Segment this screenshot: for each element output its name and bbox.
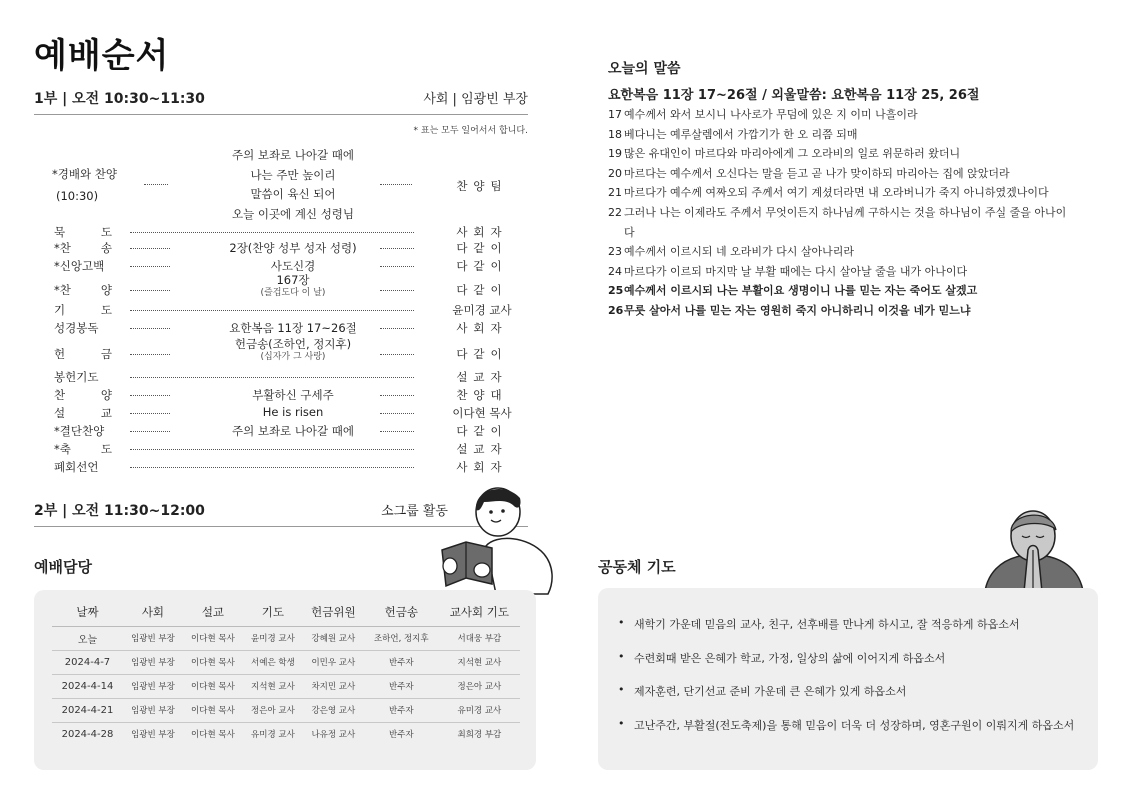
order-person: 다같이: [456, 259, 508, 273]
table-cell: 지석현 교사: [243, 674, 303, 698]
order-content-main: 주의 보좌로 나아갈 때에: [231, 424, 355, 438]
order-item-part: 금: [100, 347, 112, 361]
order-item: [54, 240, 112, 256]
order-content-sub: (십자가 그 사랑): [260, 352, 326, 362]
verse-number: 24: [608, 264, 622, 278]
verse-number: 17: [608, 108, 622, 121]
part2-label: 2부 | 오전 11:30~12:00: [34, 503, 205, 519]
table-cell: 임광빈 부장: [123, 650, 183, 674]
leader-dots: [380, 413, 414, 414]
prayer-text: 수련회때 받은 은혜가 학교, 가정, 일상의 삶에 이어지게 하옵소서: [634, 651, 946, 665]
table-cell: 반주자: [364, 650, 439, 674]
verse-number: 26: [608, 303, 624, 317]
order-item-part: 교: [100, 406, 112, 420]
order-content-main: 헌금송(조하언, 정지후): [234, 337, 352, 351]
table-row: [52, 698, 520, 722]
order-item: [54, 346, 112, 362]
order-item-part: 설: [54, 406, 66, 420]
leader-dots: [380, 328, 414, 329]
order-person: 다같이: [456, 283, 508, 297]
order-item: [54, 282, 112, 298]
order-row: [44, 302, 514, 320]
part1-label: 1부 | 오전 10:30~11:30: [34, 91, 205, 107]
verse: [608, 262, 1068, 282]
bullet-icon: •: [618, 649, 625, 663]
table-cell: 서예은 학생: [243, 650, 303, 674]
verse-text: 예수께서 이르시되 네 오라비가 다시 살아나리라: [624, 245, 855, 259]
order-item: [54, 387, 112, 403]
order-person: 다같이: [456, 424, 508, 438]
order-item-part: 기: [54, 303, 66, 317]
table-row: [52, 650, 520, 674]
bullet-icon: •: [618, 716, 625, 730]
verse-number: 21: [608, 186, 622, 200]
leader-dots: [144, 184, 168, 185]
order-row: [44, 273, 514, 298]
table-cell: 강혜원 교사: [303, 626, 364, 650]
table-cell: 정은아 교사: [439, 674, 520, 698]
leader-dots: [130, 354, 170, 355]
staff-table-panel: [34, 590, 536, 770]
order-item: 봉헌기도: [54, 370, 99, 384]
praying-person-illustration: [980, 506, 1086, 598]
table-header-cell: 교사회 기도: [439, 598, 520, 626]
table-header-cell: 사회: [123, 598, 183, 626]
part1-header: [34, 88, 528, 115]
worship-song-leader: 찬양팀: [456, 179, 508, 193]
part2-activity: 소그룹 활동: [381, 504, 448, 519]
table-cell: 이다현 목사: [183, 698, 243, 722]
page-title: 예배순서: [34, 36, 170, 76]
leader-dots: [130, 328, 170, 329]
order-row: [44, 240, 514, 258]
prayer-item: [618, 717, 1098, 751]
order-row: [44, 405, 514, 423]
verse-text: 예수께서 와서 보시니 나사로가 무덤에 있은 지 이미 나흘이라: [624, 108, 918, 121]
prayer-item: [618, 616, 1098, 650]
prayer-item: [618, 650, 1098, 684]
reading-person-illustration: [436, 484, 556, 594]
table-cell: 지석현 교사: [439, 650, 520, 674]
leader-dots: [130, 248, 170, 249]
prayer-text: 고난주간, 부활절(전도축제)을 통해 믿음이 더욱 더 성장하며, 영혼구원이 이뤄지게 하옵소서: [634, 718, 1075, 732]
bullet-icon: •: [618, 683, 625, 696]
order-person: 설교자: [456, 370, 508, 384]
order-item-part: 양: [100, 283, 112, 297]
staff-table: [52, 598, 520, 746]
order-item-part: 찬: [54, 388, 66, 402]
table-cell: 이다현 목사: [183, 650, 243, 674]
table-cell: 반주자: [364, 674, 439, 698]
order-item-part: *축: [54, 442, 71, 456]
order-person: 설교자: [456, 442, 508, 456]
order-person: 사회자: [456, 225, 508, 239]
order-row: [44, 337, 514, 362]
table-cell: 최희경 부감: [457, 730, 502, 741]
table-cell: 윤미경 교사: [243, 626, 303, 650]
verse-text: 무릇 살아서 나를 믿는 자는 영원히 죽지 아니하리니 이것을 네가 믿느냐: [624, 303, 971, 317]
leader-dots: [130, 377, 414, 378]
order-content-main: 부활하신 구세주: [252, 388, 334, 402]
order-item-part: *찬: [54, 283, 71, 297]
table-cell: 차지민 교사: [303, 674, 364, 698]
worship-song-block: [44, 146, 514, 224]
order-person: 다같이: [456, 347, 508, 361]
order-item-part: 송: [100, 241, 112, 255]
leader-dots: [130, 467, 414, 468]
table-header-cell: 설교: [183, 598, 243, 626]
leader-dots: [380, 266, 414, 267]
table-cell: 강은영 교사: [303, 698, 364, 722]
table-cell: 이민우 교사: [303, 650, 364, 674]
prayer-list: [618, 616, 1098, 750]
order-content-main: 요한복음 11장 17~26절: [229, 321, 357, 335]
order-content: [168, 336, 418, 362]
table-cell: 조하언, 정지후: [364, 626, 439, 650]
table-cell: 유미경 교사: [439, 698, 520, 722]
leader-dots: [130, 395, 170, 396]
leader-dots: [130, 232, 414, 233]
order-item: [54, 405, 112, 421]
verse: [608, 203, 1068, 242]
verse: [608, 183, 1068, 203]
table-header-cell: 기도: [243, 598, 303, 626]
leader-dots: [130, 413, 170, 414]
order-person: 다같이: [456, 241, 508, 255]
leader-dots: [380, 395, 414, 396]
worship-song-time: (10:30): [56, 189, 99, 203]
table-cell: 임광빈 부장: [123, 674, 183, 698]
order-content: [168, 272, 418, 298]
order-item: *결단찬양: [54, 424, 105, 438]
leader-dots: [130, 290, 170, 291]
table-cell: 오늘: [52, 626, 123, 650]
table-cell: 이다현 목사: [183, 674, 243, 698]
part1-host: 사회 | 임광빈 부장: [423, 92, 528, 107]
table-cell: 이다현 목사: [191, 730, 235, 741]
leader-dots: [130, 310, 414, 311]
order-row: [44, 369, 514, 387]
leader-dots: [130, 431, 170, 432]
table-row: [52, 674, 520, 698]
order-item: [54, 224, 112, 240]
order-content-main: He is risen: [262, 405, 324, 419]
order-item: 성경봉독: [54, 321, 99, 335]
leader-dots: [380, 354, 414, 355]
worship-song-line: 주의 보좌로 나아갈 때에: [231, 148, 355, 162]
verse: [608, 281, 1068, 301]
order-item-part: 양: [100, 388, 112, 402]
verse-text: 그러나 나는 이제라도 주께서 무엇이든지 하나님께 구하시는 것을 하나님이 주실 줄을 아나이다: [624, 205, 1067, 239]
order-item-part: 도: [100, 303, 112, 317]
order-item-part: 도: [100, 442, 112, 456]
order-row: [44, 387, 514, 405]
staff-title: 예배담당: [34, 558, 92, 576]
order-item-part: 도: [100, 225, 112, 239]
scripture-reference: 요한복음 11장 17~26절 / 외울말씀: 요한복음 11장 25, 26절: [608, 88, 980, 103]
table-cell: 나유정 교사: [311, 730, 356, 741]
prayer-text: 새학기 가운데 믿음의 교사, 친구, 선후배를 만나게 하시고, 잘 적응하게 하옵소서: [634, 618, 1020, 631]
table-row: [52, 722, 520, 746]
leader-dots: [130, 449, 414, 450]
verse-number: 22: [608, 205, 622, 219]
order-content-sub: (즐겁도다 이 날): [260, 288, 326, 298]
table-cell: 2024-4-7: [52, 650, 123, 674]
table-header-cell: 헌금위원: [303, 598, 364, 626]
order-item-part: 묵: [54, 225, 66, 239]
order-content: [168, 405, 418, 419]
word-title: 오늘의 말씀: [608, 61, 681, 77]
table-header-cell: 헌금송: [364, 598, 439, 626]
order-person: 사회자: [456, 460, 508, 474]
prayer-text: 제자훈련, 단기선교 준비 가운데 큰 은혜가 있게 하옵소서: [634, 685, 907, 698]
table-cell: 반주자: [388, 730, 414, 741]
verse-text: 많은 유대인이 마르다와 마리아에게 그 오라비의 일로 위문하러 왔더니: [624, 147, 961, 161]
order-row: [44, 441, 514, 459]
table-cell: 유미경 교사: [251, 730, 295, 741]
table-cell: 2024-4-21: [52, 698, 123, 722]
order-row: [44, 459, 514, 477]
table-header-row: [52, 598, 520, 626]
verse: [608, 242, 1068, 262]
leader-dots: [130, 266, 170, 267]
verse-text: 마르다가 예수께 여짜오되 주께서 여기 계셨더라면 내 오라버니가 죽지 아니하였겠나이다: [624, 186, 1049, 200]
verse: [608, 144, 1068, 164]
leader-dots: [380, 248, 414, 249]
leader-dots: [380, 184, 412, 185]
order-row: [44, 423, 514, 441]
verse-text: 마르다는 예수께서 오신다는 말을 듣고 곧 나가 맞이하되 마리아는 집에 앉았더라: [624, 166, 1010, 180]
table-header-cell: 날짜: [52, 598, 123, 626]
verse-number: 18: [608, 127, 622, 141]
table-cell: 정은아 교사: [243, 698, 303, 722]
verse: [608, 301, 1068, 321]
table-cell: 서대웅 부감: [439, 626, 520, 650]
verse-text: 마르다가 이르되 마지막 날 부활 때에는 다시 살아날 줄을 내가 아나이다: [624, 264, 968, 278]
order-person: 찬양대: [456, 388, 508, 402]
worship-song-item: *경배와 찬양: [52, 167, 117, 181]
prayer-item: [618, 683, 1098, 717]
prayer-title: 공동체 기도: [598, 558, 676, 576]
worship-song-line: 오늘 이곳에 계신 성령님: [231, 206, 355, 221]
table-cell: 반주자: [364, 698, 439, 722]
table-cell: 임광빈 부장: [123, 698, 183, 722]
table-cell: 2024-4-28: [61, 728, 114, 740]
leader-dots: [380, 290, 414, 291]
verse-text: 베다니는 예루살렘에서 가깝기가 한 오 리쯤 되매: [624, 127, 858, 141]
bullet-icon: •: [618, 616, 625, 629]
verse-text: 예수께서 이르시되 나는 부활이요 생명이니 나를 믿는 자는 죽어도 살겠고: [624, 284, 978, 298]
order-person: 이다현 목사: [452, 406, 512, 420]
verse: [608, 164, 1068, 184]
worship-song-list: [168, 146, 418, 224]
worship-song-line: 나는 주만 높이리: [250, 167, 336, 182]
verse-number: 19: [608, 147, 622, 161]
order-content-main: 2장(찬양 성부 성자 성령): [229, 241, 357, 255]
table-cell: 이다현 목사: [183, 626, 243, 650]
order-content-main: 사도신경: [270, 259, 316, 273]
order-item-part: *찬: [54, 241, 71, 255]
standing-note: * 표는 모두 일어서서 합니다.: [413, 126, 528, 136]
table-cell: 임광빈 부장: [123, 626, 183, 650]
verse-number: 25: [608, 284, 624, 298]
leader-dots: [380, 431, 414, 432]
order-content-main: 167장: [276, 273, 310, 287]
order-item: *신앙고백: [54, 259, 105, 273]
verse-number: 20: [608, 166, 622, 180]
order-person: 사회자: [456, 321, 508, 335]
order-person: 윤미경 교사: [452, 303, 512, 317]
verse: [608, 125, 1068, 145]
order-item: [54, 441, 112, 457]
order-item: [54, 302, 112, 318]
verse-list: [608, 105, 1068, 321]
prayer-panel: [598, 588, 1098, 770]
order-item-part: 헌: [54, 347, 66, 361]
worship-song-line: 말씀이 육신 되어: [250, 187, 336, 201]
verse: [608, 105, 1068, 125]
table-cell: 임광빈 부장: [131, 730, 175, 741]
verse-number: 23: [608, 245, 622, 259]
table-row: [52, 626, 520, 650]
table-cell: 2024-4-14: [52, 674, 123, 698]
order-item: 폐회선언: [54, 460, 99, 474]
